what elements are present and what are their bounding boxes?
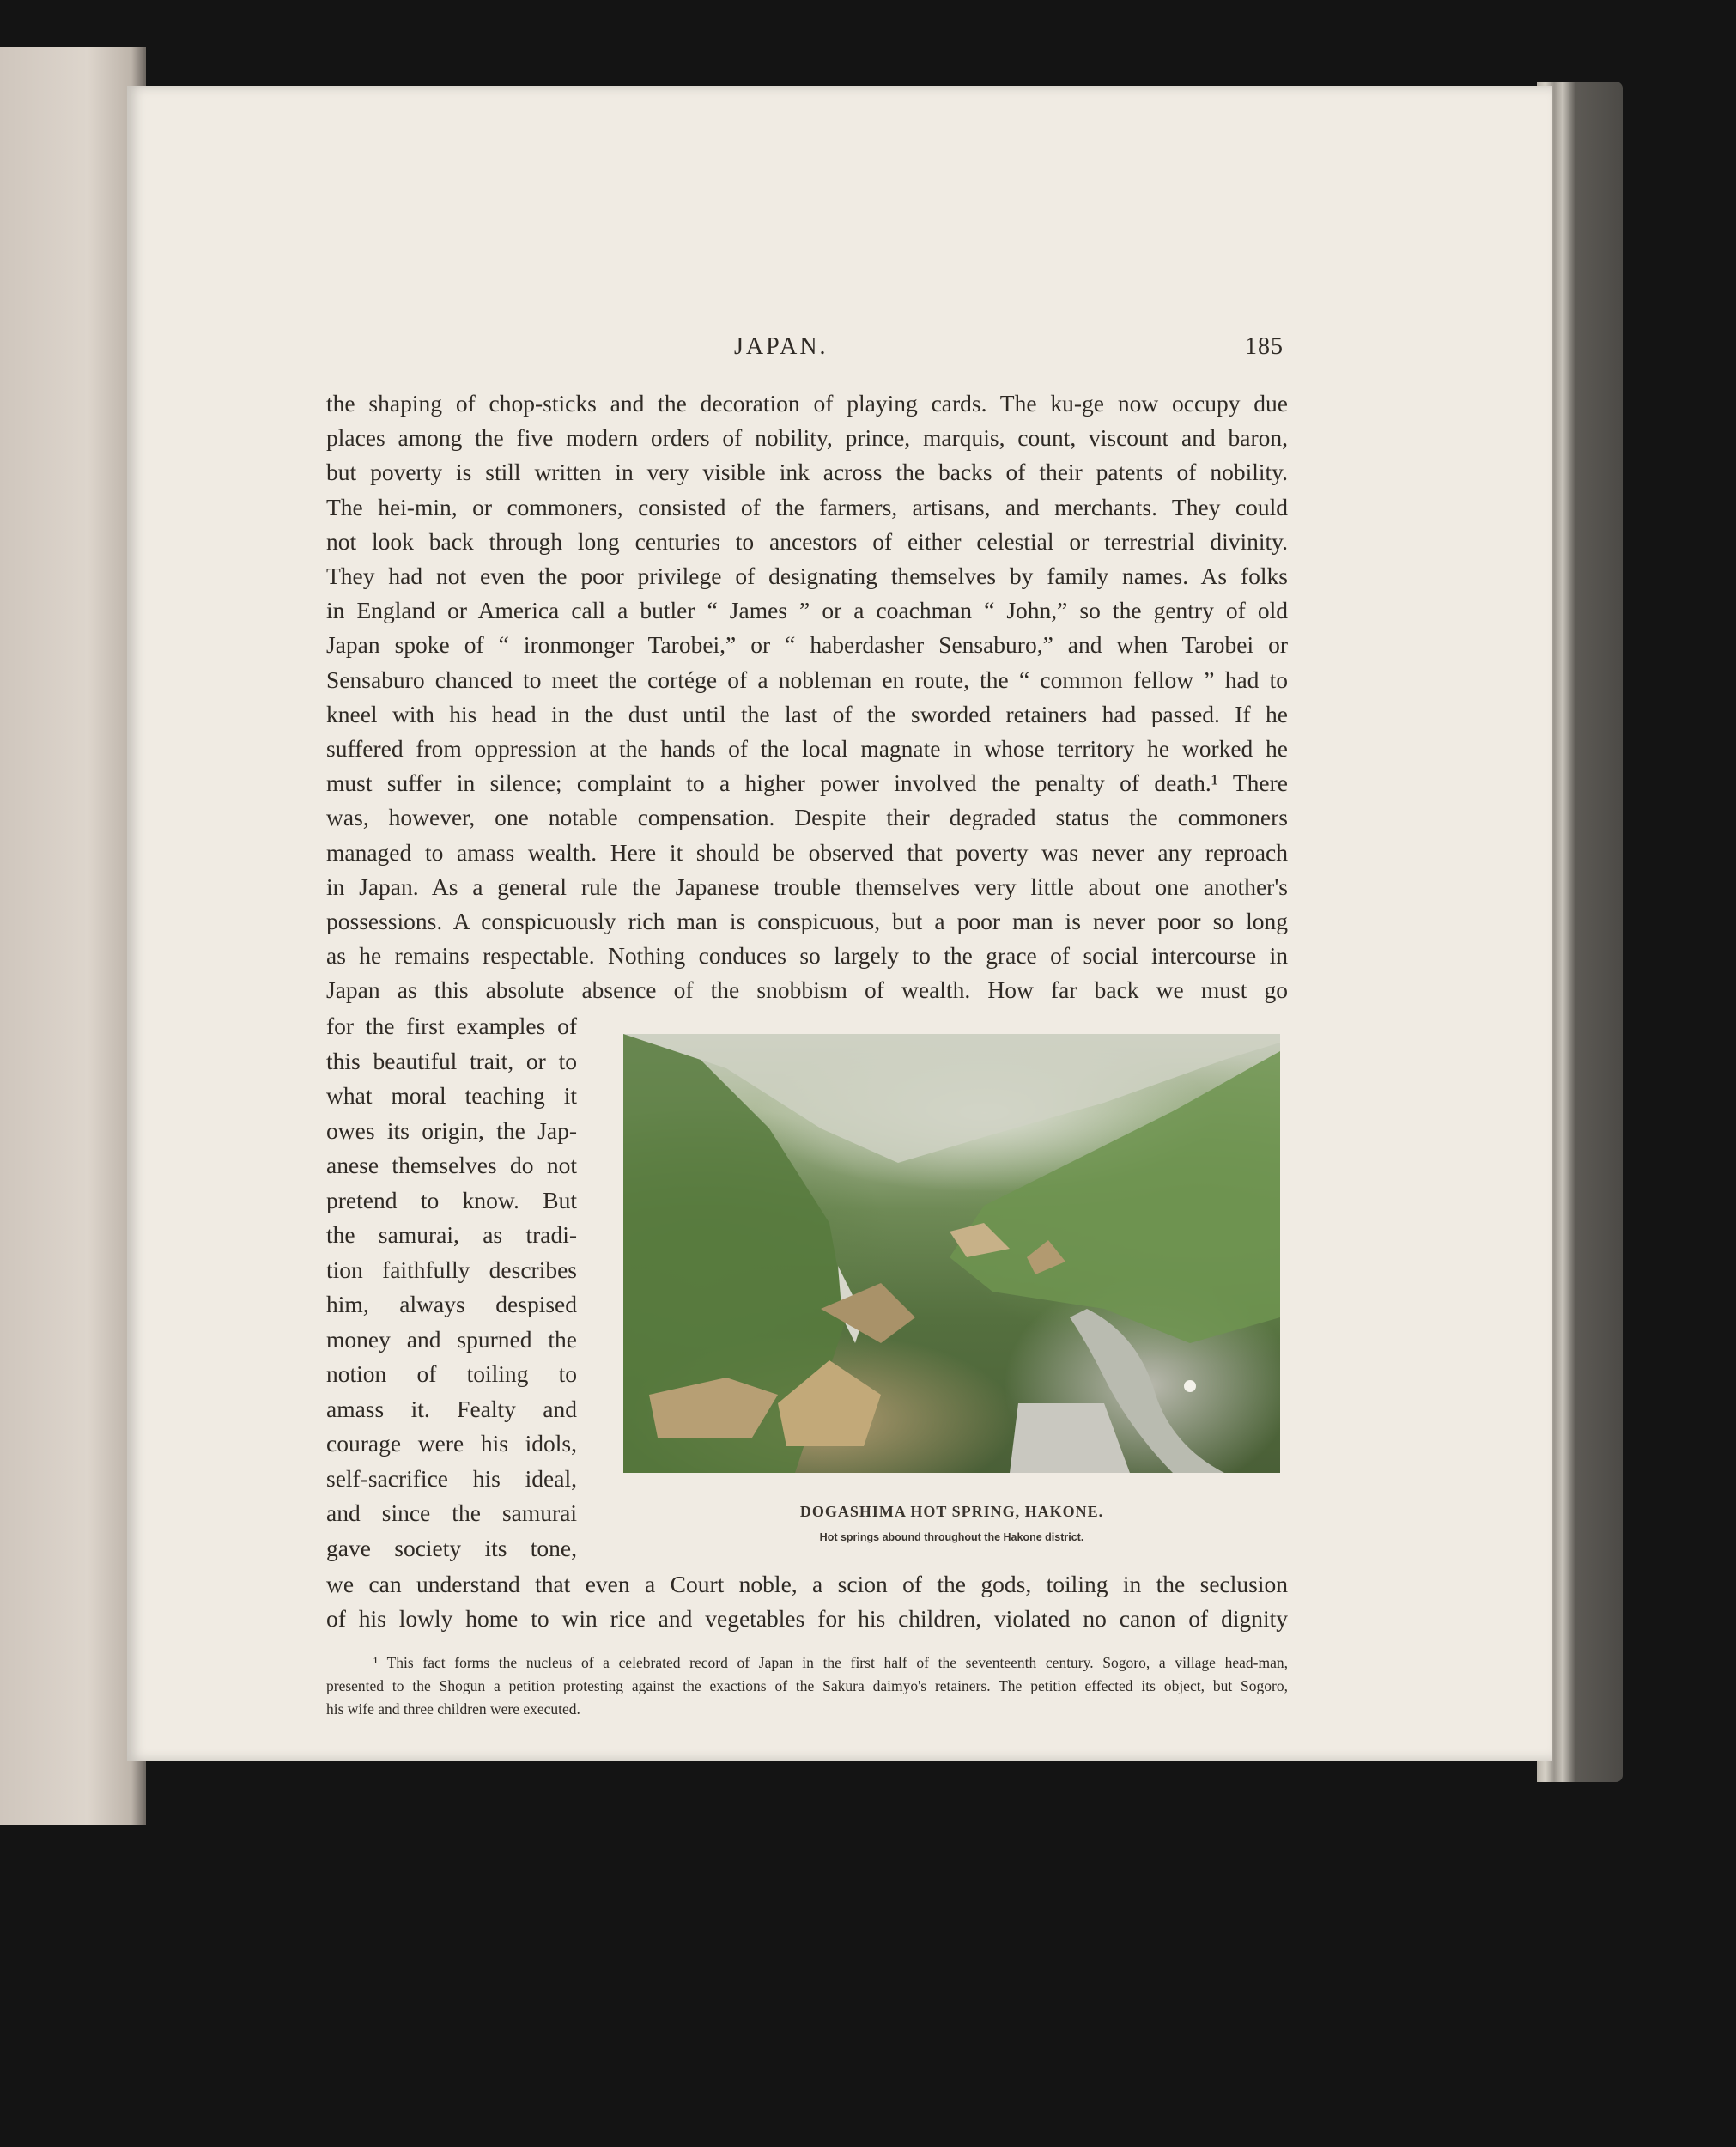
figure-subtitle: Hot springs abound throughout the Hakone district. — [819, 1531, 1084, 1543]
body-line-text: places among the five modern orders of nobility, prince, marquis, count, viscount and baron, — [326, 424, 1288, 452]
closing-line-text: of his lowly home to win rice and vegetables for his children, violated no canon of dignity — [326, 1605, 1288, 1633]
body-line — [326, 766, 1288, 800]
body-line — [326, 973, 1288, 1007]
body-line-text: Japan spoke of “ ironmonger Tarobei,” or “ haberdasher Sensaburo,” and when Tarobei or — [326, 631, 1288, 659]
body-line-text: kneel with his head in the dust until the last of the sworded retainers had passed. If he — [326, 700, 1288, 727]
body-line — [326, 732, 1288, 766]
body-line-text: as he remains respectable. Nothing conduces so largely to the grace of social intercourse in — [326, 942, 1288, 970]
footnote-line — [373, 1651, 1288, 1675]
body-line — [326, 663, 1288, 697]
body-line — [326, 525, 1288, 559]
footnote-line-text: presented to the Shogun a petition protesting against the exactions of the Sakura daimyo's retainers. The petition effected its object, but Sogoro, — [326, 1677, 1288, 1694]
body-line-text: They had not even the poor privilege of designating themselves by family names. As folks — [326, 563, 1288, 589]
footnote-line — [326, 1675, 1288, 1698]
column-line-text: the samurai, as tradi- — [326, 1221, 577, 1248]
body-line-text: possessions. A conspicuously rich man is conspicuous, but a poor man is never poor so long — [326, 908, 1288, 934]
column-line-text: notion of toiling to — [326, 1360, 577, 1387]
column-line — [326, 1496, 577, 1530]
column-line-text: tion faithfully describes — [326, 1256, 577, 1283]
body-line — [326, 800, 1288, 835]
column-line-text: self-sacrifice his ideal, — [326, 1464, 577, 1492]
body-line — [326, 455, 1288, 490]
column-line — [326, 1253, 577, 1287]
body-line-text: suffered from oppression at the hands of the local magnate in whose territory he worked he — [326, 735, 1288, 762]
column-line-text: and since the samurai — [326, 1499, 577, 1526]
column-line — [326, 1287, 577, 1322]
body-line-text: Sensaburo chanced to meet the cortége of a nobleman en route, the “ common fellow ” had to — [326, 666, 1288, 693]
closing-line-text: we can understand that even a Court noble, a scion of the gods, toiling in the seclusion — [326, 1571, 1288, 1597]
body-line — [326, 386, 1288, 421]
column-line-text: amass it. Fealty and — [326, 1395, 577, 1422]
landscape-illustration — [623, 1034, 1280, 1473]
body-line — [326, 490, 1288, 525]
column-line-text: him, always despised — [326, 1291, 577, 1317]
column-line-text: owes its origin, the Jap- — [326, 1116, 577, 1144]
body-line — [326, 939, 1288, 973]
column-line — [326, 1009, 577, 1043]
column-line-text: what moral teaching it — [326, 1082, 577, 1109]
column-line — [326, 1044, 577, 1079]
body-line-text: but poverty is still written in very visible ink across the backs of their patents of nobility. — [326, 459, 1288, 486]
column-line — [326, 1392, 577, 1426]
body-line-text: managed to amass wealth. Here it should be observed that poverty was never any reproach — [326, 838, 1288, 866]
footnote-line-text: his wife and three children were executed. — [326, 1700, 580, 1718]
photo-dogashima-hot-spring — [623, 1034, 1280, 1473]
body-line — [326, 559, 1288, 593]
body-line-text: Japan as this absolute absence of the snobbism of wealth. How far back we must go — [326, 976, 1288, 1004]
body-line — [326, 870, 1288, 904]
column-line — [326, 1462, 577, 1496]
column-line — [326, 1218, 577, 1252]
body-line-text: not look back through long centuries to ancestors of either celestial or terrestrial divinity. — [326, 527, 1288, 555]
column-line — [326, 1079, 577, 1113]
facing-page-edge — [0, 47, 146, 1825]
closing-line — [326, 1567, 1288, 1602]
body-line-text: The hei-min, or commoners, consisted of the farmers, artisans, and merchants. They could — [326, 493, 1288, 520]
column-line-text: courage were his idols, — [326, 1430, 577, 1457]
footnote-line-text: ¹ This fact forms the nucleus of a celebrated record of Japan in the first half of the seventeenth century. Sogoro, a village head-man, — [373, 1654, 1288, 1671]
body-line — [326, 421, 1288, 455]
body-line-text: must suffer in silence; complaint to a higher power involved the penalty of death.¹ There — [326, 769, 1288, 797]
column-line — [326, 1426, 577, 1461]
body-line — [326, 836, 1288, 870]
running-head: JAPAN. — [734, 333, 829, 360]
figure-title: DOGASHIMA HOT SPRING, HAKONE. — [799, 1503, 1104, 1520]
body-line — [326, 904, 1288, 939]
closing-line — [326, 1602, 1288, 1636]
column-line — [326, 1183, 577, 1218]
column-line — [326, 1357, 577, 1391]
body-line-text: in Japan. As a general rule the Japanese trouble themselves very little about one another's — [326, 873, 1288, 900]
body-line-text: in England or America call a butler “ James ” or a coachman “ John,” so the gentry of old — [326, 597, 1288, 624]
column-line-text: anese themselves do not — [326, 1152, 577, 1178]
footnote-line — [326, 1698, 580, 1721]
body-line — [326, 628, 1288, 662]
body-line-text: was, however, one notable compensation. Despite their degraded status the commoners — [326, 804, 1288, 831]
column-line-text: this beautiful trait, or to — [326, 1047, 577, 1074]
column-line-text: pretend to know. But — [326, 1186, 577, 1213]
column-line — [326, 1323, 577, 1357]
column-line — [326, 1114, 577, 1148]
body-line — [326, 593, 1288, 628]
column-line-text: for the first examples of — [326, 1013, 577, 1039]
column-line — [326, 1531, 577, 1566]
page-number: 185 — [1245, 333, 1284, 360]
column-line-text: gave society its tone, — [326, 1534, 577, 1561]
column-line — [326, 1148, 577, 1183]
body-line-text: the shaping of chop-sticks and the decoration of playing cards. The ku-ge now occupy due — [326, 390, 1288, 417]
body-line — [326, 697, 1288, 732]
column-line-text: money and spurned the — [326, 1325, 577, 1353]
